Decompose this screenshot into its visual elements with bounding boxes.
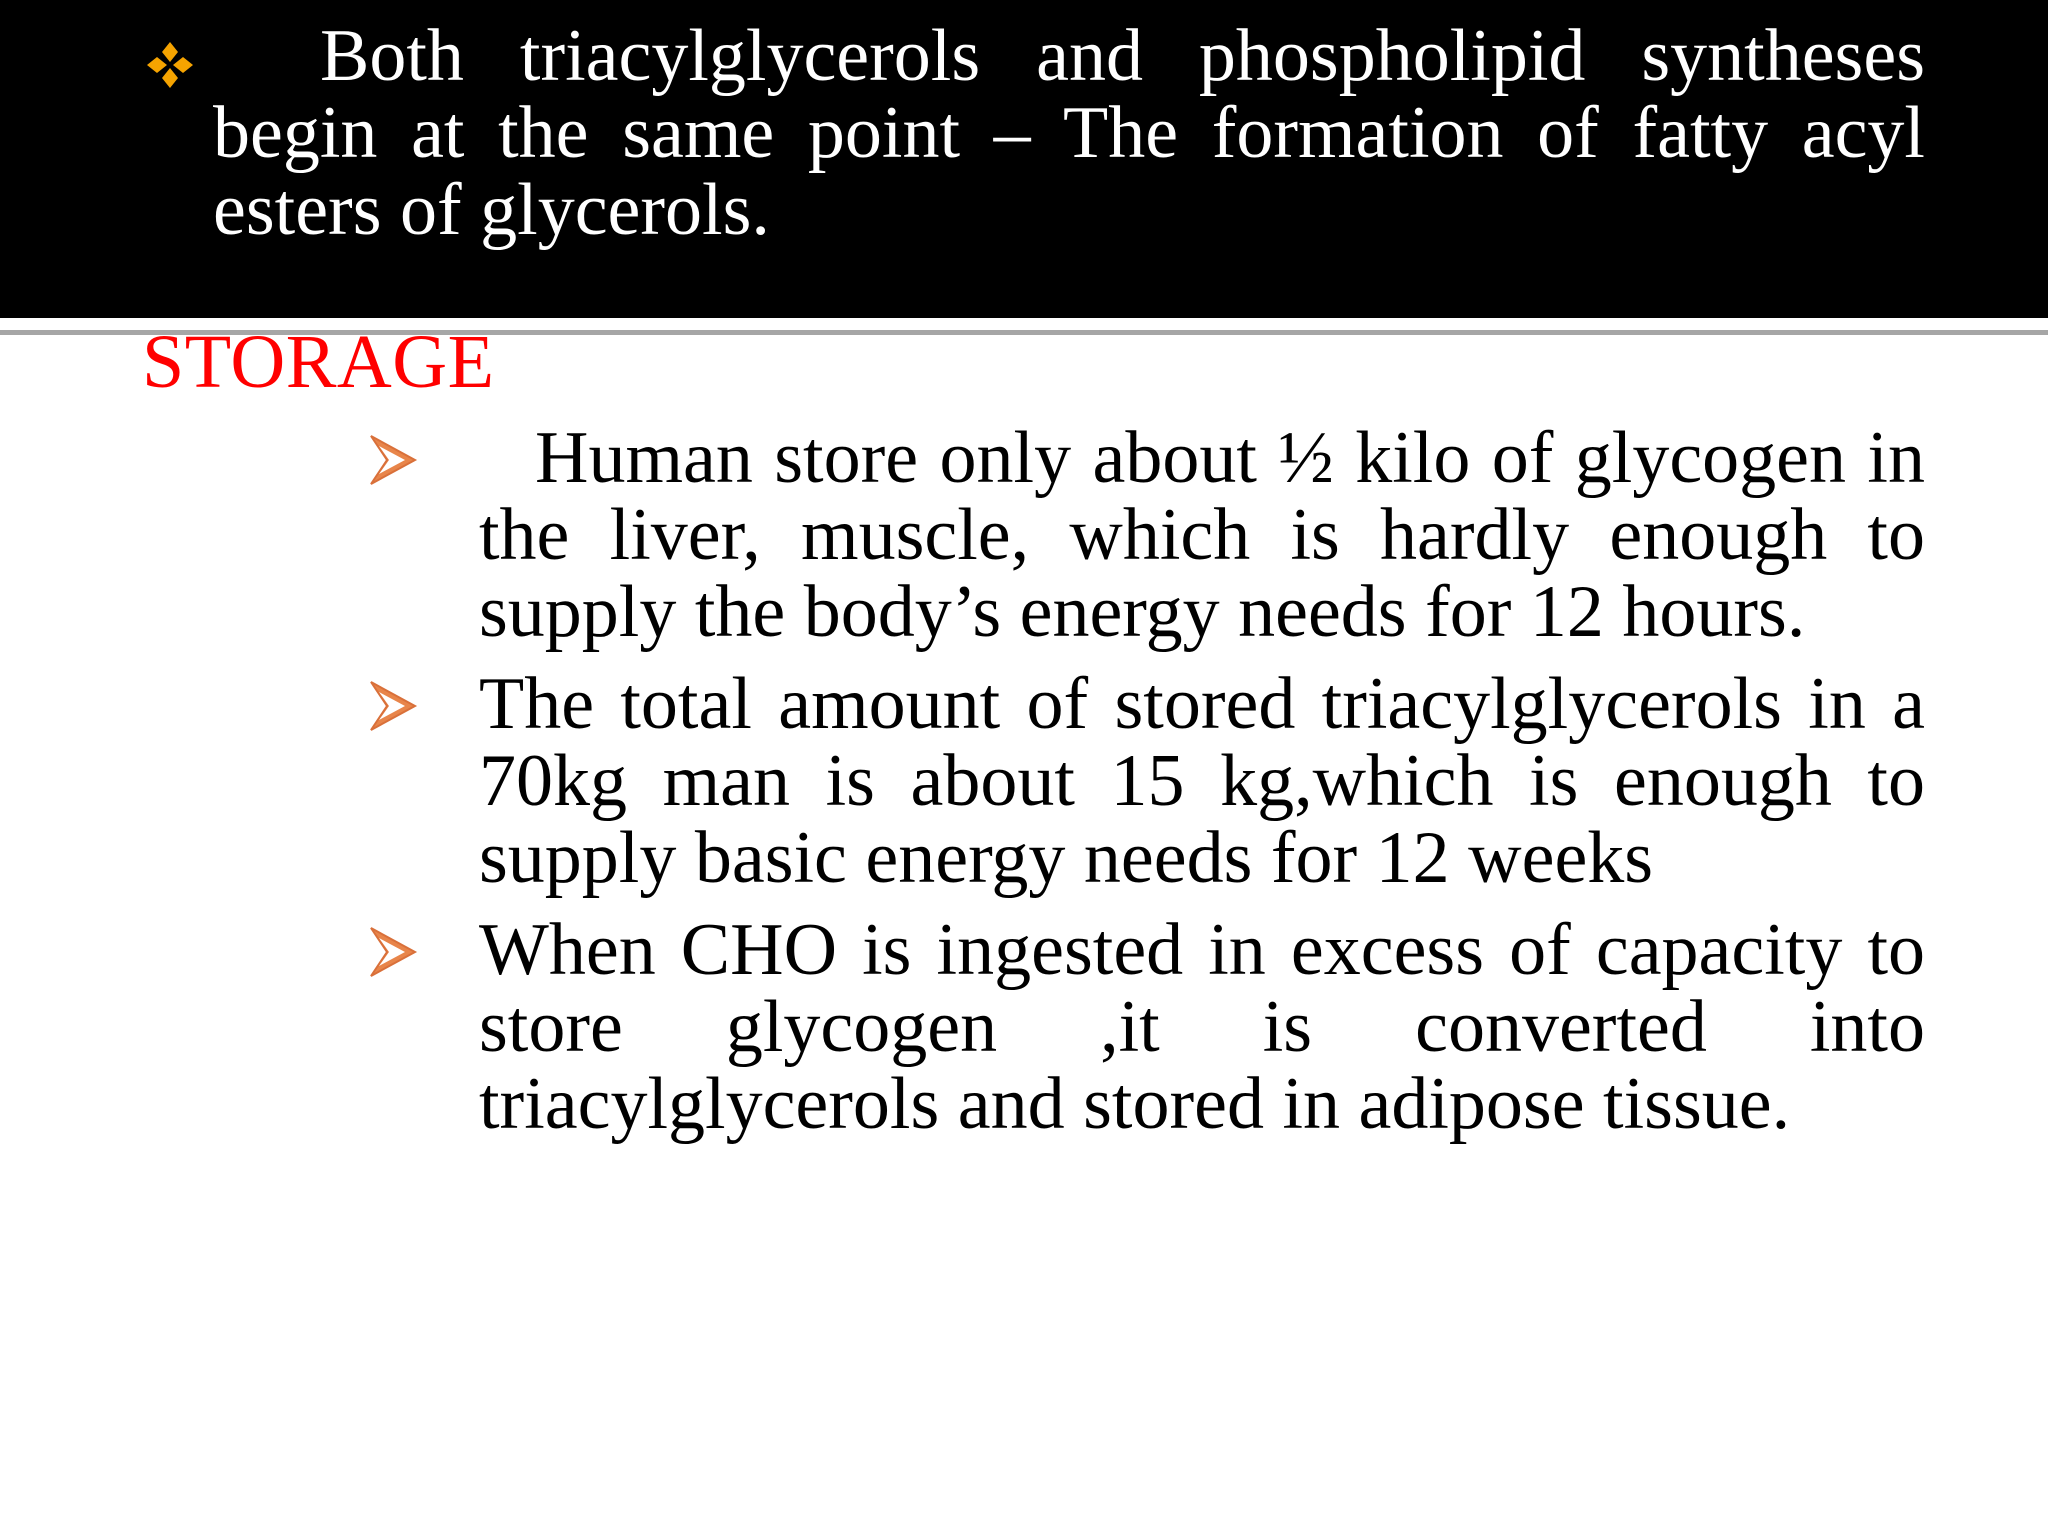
list-item (367, 663, 1925, 899)
bullet-text: When CHO is ingested in excess of capacity to store glycogen ,it is converted into triacylglycerols and stored in adipose tissue. (479, 909, 1925, 1145)
list-item (367, 417, 1925, 653)
four-diamond-icon (143, 38, 197, 92)
header-band (0, 0, 2048, 318)
arrow-bullet-icon (367, 924, 419, 980)
arrow-bullet-icon (367, 432, 419, 488)
bullet-list (367, 417, 1925, 1158)
bullet-text-content: Human store only about ½ kilo of glycogen in the liver, muscle, which is hardly enough to supply the body’s energy needs for 12 hours. (479, 417, 1925, 653)
list-item (367, 909, 1925, 1145)
arrow-bullet-icon (367, 678, 419, 734)
header-text-content: Both triacylglycerols and phospholipid syntheses begin at the same point – The formation of fatty acyl esters of glycerols. (213, 15, 1925, 251)
bullet-text: The total amount of stored triacylglycerols in a 70kg man is about 15 kg,which is enough to supply basic energy needs for 12 weeks (479, 663, 1925, 899)
bullet-text (479, 417, 1925, 653)
section-title: STORAGE (142, 320, 495, 404)
header-text (213, 15, 1925, 251)
